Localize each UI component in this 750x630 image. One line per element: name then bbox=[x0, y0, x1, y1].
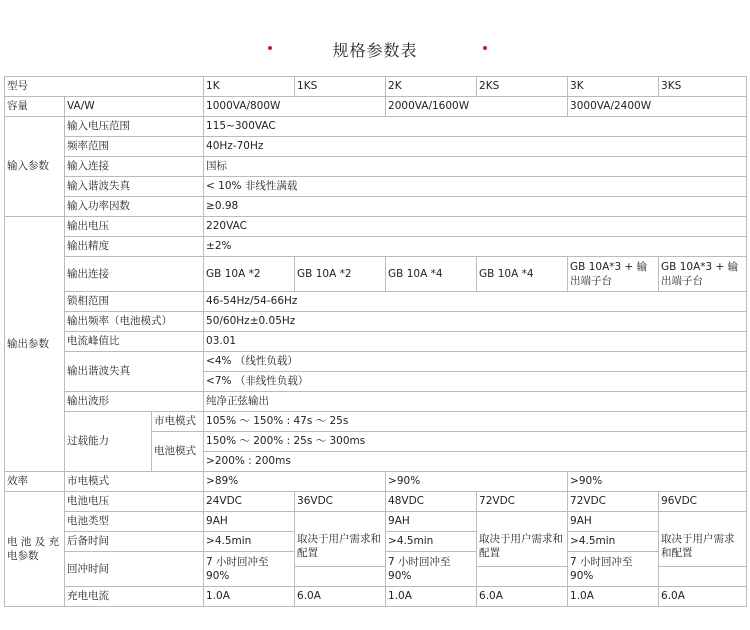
param-value: >90% bbox=[386, 472, 568, 492]
table-row-output-harmonic bbox=[5, 352, 747, 372]
param-value: 纯净正弦输出 bbox=[204, 392, 747, 412]
category-output: 输出参数 bbox=[5, 217, 65, 472]
empty-cell bbox=[477, 567, 568, 587]
category-battery: 电 池 及 充 电参数 bbox=[5, 492, 65, 607]
param-value: ≥0.98 bbox=[204, 197, 747, 217]
param-value: 105% ～ 150% : 47s ～ 25s bbox=[204, 412, 747, 432]
param-label: 输入功率因数 bbox=[65, 197, 204, 217]
param-value: 24VDC bbox=[204, 492, 295, 512]
param-value: 1.0A bbox=[568, 587, 659, 607]
title-bar bbox=[0, 36, 750, 64]
param-value: >200% : 200ms bbox=[204, 452, 747, 472]
table-row-model bbox=[5, 77, 747, 97]
param-value: 7 小时回冲至 90% bbox=[568, 552, 659, 587]
table-row-input-harmonic bbox=[5, 177, 747, 197]
param-value: 取决于用户需求和配置 bbox=[659, 512, 747, 567]
capacity-value: 3000VA/2400W bbox=[568, 97, 747, 117]
param-value: 46-54Hz/54-66Hz bbox=[204, 292, 747, 312]
param-value: >4.5min bbox=[204, 532, 295, 552]
empty-cell bbox=[295, 567, 386, 587]
param-value: >4.5min bbox=[568, 532, 659, 552]
param-value: 40Hz-70Hz bbox=[204, 137, 747, 157]
param-value: <7% （非线性负载） bbox=[204, 372, 747, 392]
param-label: 锁相范围 bbox=[65, 292, 204, 312]
param-label: 输入谐波失真 bbox=[65, 177, 204, 197]
param-value: 48VDC bbox=[386, 492, 477, 512]
param-value: GB 10A *4 bbox=[386, 257, 477, 292]
param-label: 过载能力 bbox=[65, 412, 152, 472]
param-value: 国标 bbox=[204, 157, 747, 177]
table-row-output-voltage bbox=[5, 217, 747, 237]
param-value: 7 小时回冲至 90% bbox=[204, 552, 295, 587]
param-value: <4% （线性负载） bbox=[204, 352, 747, 372]
model-cell: 3KS bbox=[659, 77, 747, 97]
param-value: GB 10A *2 bbox=[204, 257, 295, 292]
param-value: 7 小时回冲至 90% bbox=[386, 552, 477, 587]
mode-label: 市电模式 bbox=[152, 412, 204, 432]
spec-table bbox=[4, 76, 747, 607]
param-label: 电池类型 bbox=[65, 512, 204, 532]
table-row-crest-factor bbox=[5, 332, 747, 352]
table-row-output-waveform bbox=[5, 392, 747, 412]
page-title: 规格参数表 bbox=[332, 41, 418, 60]
param-value: 72VDC bbox=[568, 492, 659, 512]
param-value: 6.0A bbox=[659, 587, 747, 607]
param-value: 6.0A bbox=[477, 587, 568, 607]
category-input: 输入参数 bbox=[5, 117, 65, 217]
param-value: >90% bbox=[568, 472, 747, 492]
param-label: 市电模式 bbox=[65, 472, 204, 492]
table-row-phase-lock bbox=[5, 292, 747, 312]
param-label: 输出电压 bbox=[65, 217, 204, 237]
param-label: 输出波形 bbox=[65, 392, 204, 412]
param-label: 输入电压范围 bbox=[65, 117, 204, 137]
model-cell: 2K bbox=[386, 77, 477, 97]
param-value: GB 10A *2 bbox=[295, 257, 386, 292]
param-value: 1.0A bbox=[386, 587, 477, 607]
table-row-input-power-factor bbox=[5, 197, 747, 217]
param-value: 取决于用户需求和配置 bbox=[477, 512, 568, 567]
param-value: < 10% 非线性满载 bbox=[204, 177, 747, 197]
mode-label: 电池模式 bbox=[152, 432, 204, 472]
param-value: 96VDC bbox=[659, 492, 747, 512]
param-label: 频率范围 bbox=[65, 137, 204, 157]
param-value: 150% ～ 200% : 25s ～ 300ms bbox=[204, 432, 747, 452]
param-label: 输出谐波失真 bbox=[65, 352, 204, 392]
efficiency-label: 效率 bbox=[5, 472, 65, 492]
param-value: 50/60Hz±0.05Hz bbox=[204, 312, 747, 332]
model-cell: 2KS bbox=[477, 77, 568, 97]
table-row-input-connection bbox=[5, 157, 747, 177]
table-row-battery-type bbox=[5, 512, 747, 532]
param-value: >89% bbox=[204, 472, 386, 492]
param-value: 9AH bbox=[204, 512, 295, 532]
model-cell: 1KS bbox=[295, 77, 386, 97]
param-label: 输出连接 bbox=[65, 257, 204, 292]
model-cell: 3K bbox=[568, 77, 659, 97]
bullet-dot-icon bbox=[483, 46, 487, 50]
param-label: 后备时间 bbox=[65, 532, 204, 552]
param-value: 115~300VAC bbox=[204, 117, 747, 137]
param-label: 输出精度 bbox=[65, 237, 204, 257]
table-row-efficiency bbox=[5, 472, 747, 492]
table-row-output-connection bbox=[5, 257, 747, 292]
param-value: >4.5min bbox=[386, 532, 477, 552]
param-value: 220VAC bbox=[204, 217, 747, 237]
param-label: 电流峰值比 bbox=[65, 332, 204, 352]
table-row-overload bbox=[5, 412, 747, 432]
param-label: 回冲时间 bbox=[65, 552, 204, 587]
model-label: 型号 bbox=[5, 77, 204, 97]
capacity-value: 2000VA/1600W bbox=[386, 97, 568, 117]
table-row-charge-current bbox=[5, 587, 747, 607]
table-row-output-precision bbox=[5, 237, 747, 257]
param-value: 72VDC bbox=[477, 492, 568, 512]
capacity-value: 1000VA/800W bbox=[204, 97, 386, 117]
param-value: 9AH bbox=[568, 512, 659, 532]
param-label: 输出频率（电池模式） bbox=[65, 312, 204, 332]
param-value: 9AH bbox=[386, 512, 477, 532]
param-label: 输入连接 bbox=[65, 157, 204, 177]
capacity-unit: VA/W bbox=[65, 97, 204, 117]
empty-cell bbox=[659, 567, 747, 587]
table-row-battery-voltage bbox=[5, 492, 747, 512]
param-value: 6.0A bbox=[295, 587, 386, 607]
table-row-capacity bbox=[5, 97, 747, 117]
table-row-input-frequency bbox=[5, 137, 747, 157]
param-value: 1.0A bbox=[204, 587, 295, 607]
param-label: 充电电流 bbox=[65, 587, 204, 607]
param-value: ±2% bbox=[204, 237, 747, 257]
param-value: GB 10A*3 + 输出端子台 bbox=[568, 257, 659, 292]
param-value: GB 10A *4 bbox=[477, 257, 568, 292]
capacity-label: 容量 bbox=[5, 97, 65, 117]
param-value: 取决于用户需求和配置 bbox=[295, 512, 386, 567]
param-value: GB 10A*3 + 输出端子台 bbox=[659, 257, 747, 292]
table-row-input-voltage bbox=[5, 117, 747, 137]
param-value: 03.01 bbox=[204, 332, 747, 352]
param-value: 36VDC bbox=[295, 492, 386, 512]
table-row-output-frequency bbox=[5, 312, 747, 332]
model-cell: 1K bbox=[204, 77, 295, 97]
param-label: 电池电压 bbox=[65, 492, 204, 512]
